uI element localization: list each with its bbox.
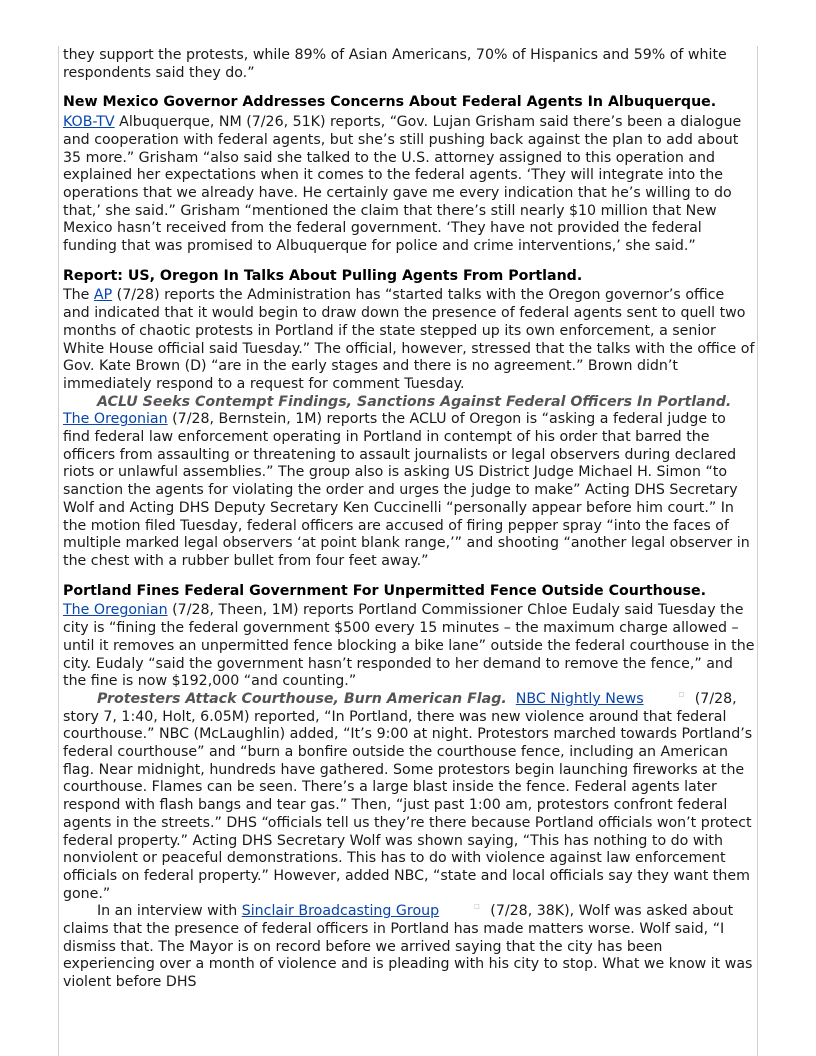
headline-portland-fines: Portland Fines Federal Government For Unpermitted Fence Outside Courthouse. xyxy=(63,582,707,599)
headline-oregon-talks: Report: US, Oregon In Talks About Pulling Agents From Portland. xyxy=(63,267,583,284)
source-link-oregonian[interactable]: The Oregonian xyxy=(63,411,168,428)
article-portland-fines xyxy=(63,602,755,691)
article-body: (7/28) reports the Administration has “started talks with the Oregon governor’s office and indicated that it would begin to draw down the presence of federal agents sent to quell two months of chaotic protests in Portland if the state stepped up its own enforcement, a senior White House official said Tuesday.” The official, however, stressed that the talks with the office of Gov. Kate Brown (D) “are in the early stages and there is no agreement.” Brown didn’t immediately respond to a request for comment Tuesday. xyxy=(63,287,755,392)
article-oregon-talks xyxy=(63,287,755,393)
document-page xyxy=(63,47,755,992)
source-link-nbc-nightly-news[interactable]: NBC Nightly News xyxy=(515,690,644,707)
page-margin-rule-left xyxy=(58,46,59,1056)
lead-paragraph: they support the protests, while 89% of Asian Americans, 70% of Hispanics and 59% of white respondents said they do.” xyxy=(63,47,727,81)
source-link-kob-tv[interactable]: KOB-TV xyxy=(63,114,115,131)
external-link-icon[interactable]: □ xyxy=(678,690,685,698)
external-link-icon[interactable]: □ xyxy=(474,903,480,911)
article-prefix: The xyxy=(63,287,94,304)
source-link-ap[interactable]: AP xyxy=(93,287,113,304)
article-body: (7/28, 38K), Wolf was asked about claims that the presence of federal officers in Portland has made matters worse. Wolf said, “I dismiss that. The Mayor is on record before we arrived saying that the city has been experiencing over a month of violence and is pleading with his city to stop. What we know it was violent before DHS xyxy=(63,903,753,991)
article-body: (7/28, Bernstein, 1M) reports the ACLU of Oregon is “asking a federal judge to find federal law enforcement operating in Portland in contempt of his order that barred the officers from assaulting or threatening to assault journalists or legal observers during declared riots or unlawful assemblies.” The group also is asking US District Judge Michael H. Simon “to sanction the agents for violating the order and urges the judge to make” Acting DHS Secretary Wolf and Acting DHS Deputy Secretary Ken Cuccinelli “personally appear before him court.” In the motion filed Tuesday, federal officers are accused of firing pepper spray “into the faces of multiple marked legal observers ‘at point blank range,’” and shooting “another legal observer in the chest with a rubber bullet from four feet away.” xyxy=(63,411,750,569)
article-body: (7/28, Theen, 1M) reports Portland Commissioner Chloe Eudaly said Tuesday the city is “fining the federal government $500 every 15 minutes – the maximum charge allowed – until it removes an unpermitted fence blocking a bike lane” outside the federal courthouse in the city. Eudaly “said the government hasn’t responded to her demand to remove the fence,” and the fine is now $192,000 “and counting.” xyxy=(63,602,755,690)
article-prefix: In an interview with xyxy=(97,903,242,920)
article-body: (7/28, story 7, 1:40, Holt, 6.05M) reported, “In Portland, there was new violence around that federal courthouse.” NBC (McLaughlin) added, “It’s 9:00 at night. Protestors marched towards Portland’s federal courthouse” and “burn a bonfire outside the courthouse fence, including an American flag. Near midnight, hundreds have gathered. Some protestors begin launching fireworks at the courthouse. Flames can be seen. There’s a large blast inside the fence. Federal agents later respond with flash bangs and tear gas.” Then, “just past 1:00 am, protestors confront federal agents in the streets.” DHS “officials tell us they’re there because Portland officials won’t protect federal property.” Acting DHS Secretary Wolf was shown saying, “This has nothing to do with nonviolent or peaceful demonstrations. This has to do with violence against law enforcement officials on federal property.” However, added NBC, “state and local officials say they want them gone.” xyxy=(63,690,753,902)
page-margin-rule-right xyxy=(757,46,758,1056)
article-aclu xyxy=(63,411,755,570)
source-link-sinclair[interactable]: Sinclair Broadcasting Group xyxy=(241,903,440,920)
article-new-mexico xyxy=(63,114,755,256)
article-sinclair-interview xyxy=(63,903,755,992)
article-courthouse-attack xyxy=(63,691,755,903)
article-body: Albuquerque, NM (7/26, 51K) reports, “Gov. Lujan Grisham said there’s been a dialogue and cooperation with federal agents, but she’s still pushing back against the plan to add about 35 more.” Grisham “also said she talked to the U.S. attorney assigned to this operation and explained her expectations when it comes to the federal agents. ‘They will integrate into the operations that we already have. He certainly gave me every indication that he’s willing to do that,’ she said.” Grisham “mentioned the claim that there’s still nearly $10 million that New Mexico hasn’t received from the federal government. ‘They have not provided the federal funding that was promised to Albuquerque for police and crime interventions,’ she said.” xyxy=(63,114,742,255)
sub-story-header-aclu xyxy=(63,394,755,412)
source-link-oregonian[interactable]: The Oregonian xyxy=(63,602,168,619)
sub-headline-courthouse: Protesters Attack Courthouse, Burn American Flag. xyxy=(97,690,507,707)
headline-new-mexico: New Mexico Governor Addresses Concerns About Federal Agents In Albuquerque. xyxy=(63,94,717,111)
sub-headline-aclu: ACLU Seeks Contempt Findings, Sanctions Against Federal Officers In Portland. xyxy=(97,393,732,410)
